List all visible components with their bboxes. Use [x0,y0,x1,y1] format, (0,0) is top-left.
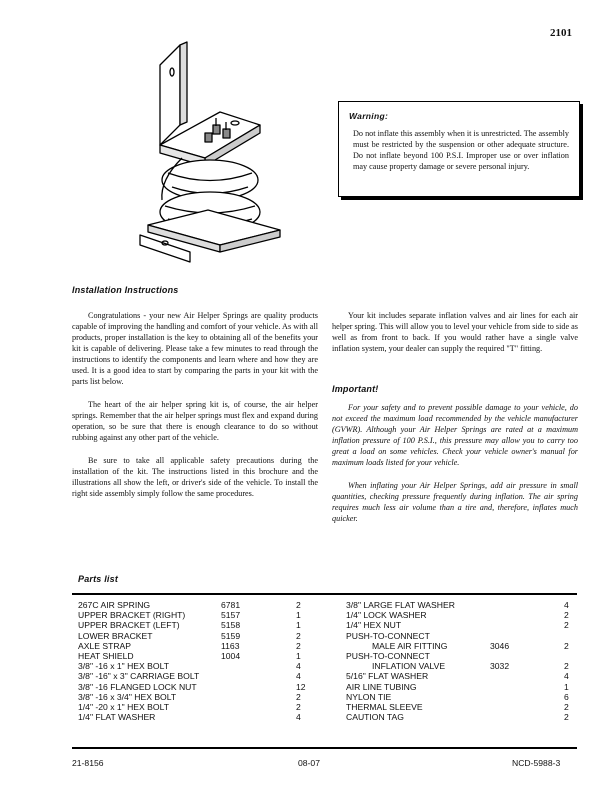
parts-qty: 1 [296,620,301,631]
parts-row [78,671,318,681]
parts-name: UPPER BRACKET (LEFT) [78,620,180,631]
parts-name: THERMAL SLEEVE [346,701,423,712]
parts-top-rule [72,593,577,595]
warning-box [338,101,580,197]
parts-table-left [78,600,318,722]
parts-name: PUSH-TO-CONNECT [346,650,430,661]
important-column [332,402,578,536]
footer-date: 08-07 [298,758,320,768]
parts-row [346,651,574,661]
parts-row [346,712,574,722]
parts-name: 3/8" -16" x 3" CARRIAGE BOLT [78,671,200,682]
parts-name: 5/16" FLAT WASHER [346,671,429,682]
parts-list-title: Parts list [78,574,119,584]
parts-row [346,661,574,671]
parts-name: CAUTION TAG [346,712,404,723]
installation-paragraph: Be sure to take all applicable safety precautions during the installation of the kit. The instructions listed in this brochure and the illustrations all show the left, or driver's side of the vehicle. To install the right side assembly simply follow the same procedures. [72,456,318,498]
parts-row [78,610,318,620]
important-paragraph: When inflating your Air Helper Springs, add air pressure in small quantities, checking pressure frequently during inflation. The air spring requires much less air volume than a tire and, therefore, inflates much quicker. [332,481,578,523]
parts-name: 1/4" -20 x 1" HEX BOLT [78,701,169,712]
parts-qty: 1 [564,681,569,692]
parts-row [78,620,318,630]
parts-qty: 2 [564,712,569,723]
parts-name: AXLE STRAP [78,640,132,651]
parts-qty: 4 [296,712,301,723]
parts-name: 267C AIR SPRING [78,600,151,610]
installation-title: Installation Instructions [72,285,179,295]
parts-row [78,682,318,692]
parts-qty: 1 [296,650,301,661]
parts-qty: 4 [564,671,569,682]
parts-part: 6781 [221,600,241,610]
parts-part: 5159 [221,630,241,641]
parts-bottom-rule [72,747,577,749]
parts-part: 1163 [221,640,240,651]
parts-part: 3032 [490,661,510,672]
installation-paragraph: Your kit includes separate inflation valves and air lines for each air helper spring. This will allow you to level your vehicle from side to side as well as from front to back. If you would rather have a single valve inflation system, your dealer can supply the required "T" fitting. [332,311,578,353]
parts-row [346,620,574,630]
parts-qty: 2 [296,691,301,702]
parts-name: AIR LINE TUBING [346,681,417,692]
warning-text: Do not inflate this assembly when it is unrestricted. The assembly must be restricted by the suspension or other adequate structure. Do not inflate beyond 100 P.S.I. Improper use or over inflation may cause property damage or severe personal injury. [353,129,569,171]
parts-table-right [346,600,574,722]
parts-row [78,600,318,610]
warning-title: Warning: [349,111,389,121]
parts-name: INFLATION VALVE [372,661,446,672]
parts-qty: 1 [296,610,301,621]
parts-row [346,610,574,620]
important-title: Important! [332,384,379,394]
parts-qty: 4 [564,600,569,610]
parts-part: 5157 [221,610,241,621]
parts-row [78,702,318,712]
parts-row [78,712,318,722]
parts-qty: 2 [296,701,301,712]
parts-row [346,702,574,712]
footer-right: NCD-5988-3 [512,758,561,768]
parts-row [78,631,318,641]
parts-name: 3/8" -16 FLANGED LOCK NUT [78,681,197,692]
parts-row [346,641,574,651]
parts-row [78,651,318,661]
parts-qty: 2 [564,661,569,672]
parts-qty: 2 [296,630,301,641]
parts-name: MALE AIR FITTING [372,640,448,651]
parts-qty: 12 [296,681,306,692]
important-paragraph: For your safety and to prevent possible damage to your vehicle, do not exceed the maximum load recommended by the vehicle manufacturer (GVWR). Although your Air Helper Springs are rated at a maximum inflation pressure of 100 P.S.I., this pressure may allow you to carry too great a load on some vehicles. Check your vehicle owner's manual for maximum loads listed for your vehicle. [332,403,578,467]
parts-qty: 2 [564,610,569,621]
parts-qty: 4 [296,671,301,682]
parts-qty: 6 [564,691,569,702]
footer-left: 21-8156 [72,758,104,768]
parts-name: 3/8" -16 x 3/4" HEX BOLT [78,691,177,702]
parts-row [346,682,574,692]
parts-name: 1/4" FLAT WASHER [78,712,156,723]
parts-name: HEAT SHIELD [78,650,134,661]
parts-qty: 2 [564,701,569,712]
parts-row [78,641,318,651]
parts-row [346,692,574,702]
parts-row [346,631,574,641]
parts-part: 5158 [221,620,241,631]
parts-part: 1004 [221,650,241,661]
parts-name: 3/8" LARGE FLAT WASHER [346,600,455,610]
installation-paragraph: The heart of the air helper spring kit is, of course, the air helper springs. Remember that the air helper springs must flex and expand during operation, so be sure that there is enough clearance to do so without rubbing against any other part of the vehicle. [72,400,318,442]
parts-qty: 2 [564,620,569,631]
parts-row [78,692,318,702]
installation-left-column [72,310,318,511]
installation-right-column [332,310,578,366]
parts-name: LOWER BRACKET [78,630,153,641]
parts-row [346,671,574,681]
air-spring-assembly-illustration [120,30,320,270]
installation-paragraph: Congratulations - your new Air Helper Springs are quality products capable of improving the handling and comfort of your vehicle. As with all products, proper installation is the key to obtaining all of the benefits your kit is capable of delivering. Please take a few minutes to read through the instructions to identify the components and learn where and how they are used. It is a good idea to start by comparing the parts in your kit with the parts list below. [72,311,318,386]
parts-qty: 2 [296,640,301,651]
parts-name: 1/4" LOCK WASHER [346,610,427,621]
document-number: 2101 [550,27,572,39]
parts-qty: 2 [564,640,569,651]
parts-name: PUSH-TO-CONNECT [346,630,430,641]
parts-name: 1/4" HEX NUT [346,620,402,631]
parts-part: 3046 [490,640,510,651]
parts-row [78,661,318,671]
parts-name: 3/8" -16 x 1" HEX BOLT [78,661,169,672]
parts-name: NYLON TIE [346,691,392,702]
parts-qty: 4 [296,661,301,672]
parts-qty: 2 [296,600,301,610]
parts-name: UPPER BRACKET (RIGHT) [78,610,186,621]
parts-row [346,600,574,610]
